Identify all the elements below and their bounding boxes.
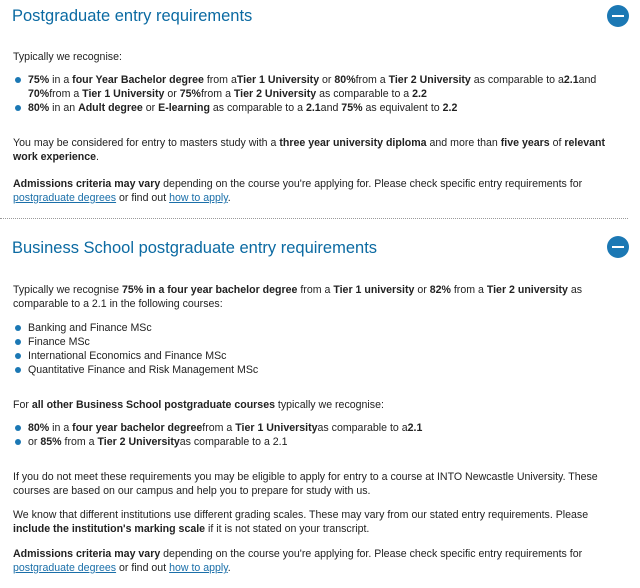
grading-scales-text: We know that different institutions use different grading scales. These may vary from our stated entry requirements. Please include the institution's marking scale if it is not stated on your transcript. — [13, 509, 589, 535]
list-item: Quantitative Finance and Risk Management MSc — [13, 363, 623, 377]
list-item: 80% in a four year bachelor degreefrom a Tier 1 Universityas comparable to a2.1 — [13, 421, 623, 435]
postgraduate-degrees-link[interactable]: postgraduate degrees — [13, 192, 117, 204]
section-divider — [0, 218, 628, 219]
into-newcastle-text: If you do not meet these requirements you may be eligible to apply for entry to a course at INTO Newcastle University. These courses are based on our campus and help you to prepare for study with us. — [13, 471, 598, 497]
how-to-apply-link[interactable]: how to apply — [169, 192, 228, 204]
section-title-postgraduate[interactable]: Postgraduate entry requirements — [12, 7, 253, 25]
minus-icon[interactable] — [607, 236, 629, 258]
how-to-apply-link[interactable]: how to apply — [169, 562, 228, 574]
intro-text: Typically we recognise: — [13, 51, 122, 63]
list-item: 80% in an Adult degree or E-learning as comparable to a 2.1and 75% as equivalent to 2.2 — [13, 101, 623, 115]
list-item: 75% in a four Year Bachelor degree from aTier 1 University or 80%from a Tier 2 University as comparable to a2.1and 70%from a Tier 1 University or 75%from a Tier 2 University as comparable to a 2.2 — [13, 73, 623, 101]
list-item: Banking and Finance MSc — [13, 321, 623, 335]
admissions-criteria-text: Admissions criteria may vary depending on the course you're applying for. Please check specific entry requirements for postgraduate degrees or find out how to apply. — [13, 548, 583, 574]
list-item: or 85% from a Tier 2 Universityas comparable to a 2.1 — [13, 435, 623, 449]
section-title-business-school[interactable]: Business School postgraduate entry requirements — [12, 239, 378, 257]
other-requirements-list — [13, 421, 623, 449]
courses-list — [13, 321, 623, 377]
masters-diploma-text: You may be considered for entry to masters study with a three year university diploma and more than five years of relevant work experience. — [13, 137, 606, 163]
business-intro-text: Typically we recognise 75% in a four year bachelor degree from a Tier 1 university or 82% from a Tier 2 university as comparable to a 2.1 in the following courses: — [13, 284, 583, 310]
list-item: Finance MSc — [13, 335, 623, 349]
minus-icon[interactable] — [607, 5, 629, 27]
degree-requirements-list — [13, 73, 623, 115]
admissions-criteria-text: Admissions criteria may vary depending on the course you're applying for. Please check specific entry requirements for postgraduate degrees or find out how to apply. — [13, 178, 583, 204]
postgraduate-degrees-link[interactable]: postgraduate degrees — [13, 562, 117, 574]
list-item: International Economics and Finance MSc — [13, 349, 623, 363]
other-courses-text: For all other Business School postgraduate courses typically we recognise: — [13, 399, 384, 411]
